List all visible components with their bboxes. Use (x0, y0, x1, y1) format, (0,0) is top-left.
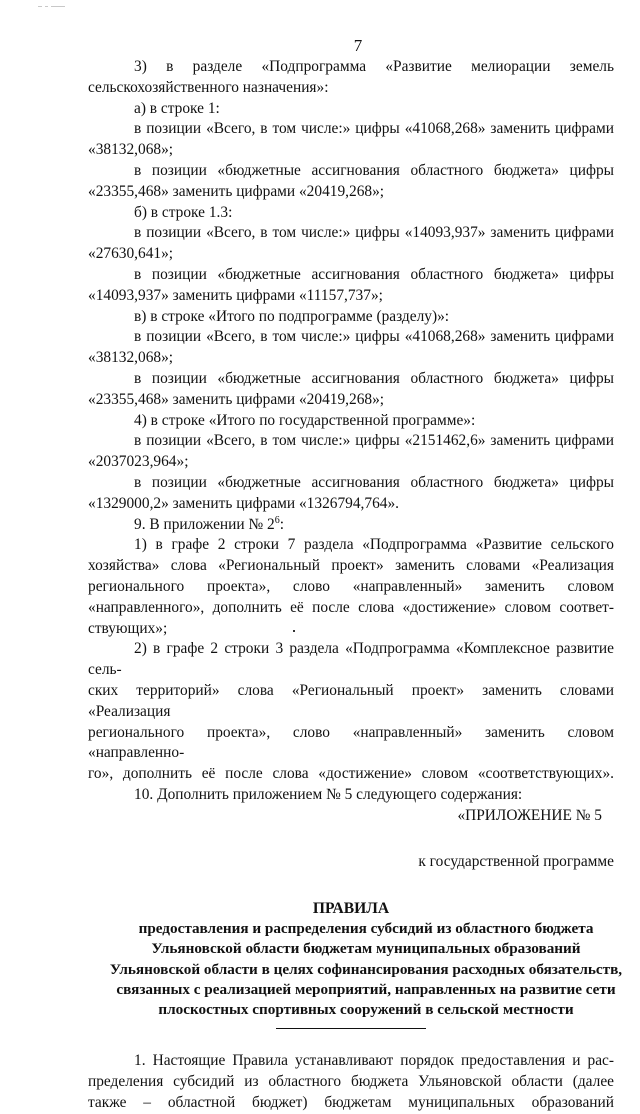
text-line: ствующих»; (88, 619, 168, 637)
text-line: в позиции «бюджетные ассигнования областного бюджета» цифры (134, 473, 614, 491)
document-body (88, 57, 623, 1114)
text-line: «23355,468» заменить цифрами «20419,268»; (88, 182, 385, 200)
text-line: регионального проекта», слово «направленный» заменить словом (88, 577, 614, 595)
text-line: хозяйства» слова «Региональный проект» заменить словами «Реализация (88, 557, 614, 575)
subtitle-line: связанных с реализацией мероприятий, направленных на развитие сети (116, 980, 616, 998)
text-line (88, 515, 614, 536)
text-line: го», дополнить её после слова «достижение» словом «соответствующих». (88, 765, 614, 783)
text-line: «23355,468» заменить цифрами «20419,268»; (88, 390, 385, 408)
text-line: в позиции «Всего, в том числе:» цифры «41068,268» заменить цифрами (134, 120, 614, 138)
document-subtitle (88, 919, 623, 1020)
text-line: также – областной бюджет) бюджетам муниципальных образований (88, 1093, 614, 1111)
text-line: в позиции «бюджетные ассигнования областного бюджета» цифры (134, 265, 614, 283)
subtitle-line: предоставления и распределения субсидий из областного бюджета (138, 920, 594, 938)
text-line: регионального проекта», слово «направленный» заменить словом «направленно- (88, 723, 614, 762)
subtitle-line: плоскостных спортивных сооружений в сельской местности (158, 1001, 574, 1019)
text-line: «2037023,964»; (88, 453, 189, 471)
text-line: 10. Дополнить приложением № 5 следующего содержания: (134, 785, 523, 803)
text-line: «направленного», дополнить её после слова «достижение» словом соответ- (88, 598, 614, 616)
text-line: в) в строке «Итого по подпрограмме (разделу)»: (134, 307, 450, 325)
subtitle-line: Ульяновской области бюджетам муниципальных образований (151, 940, 581, 958)
text-line: «38132,068»; (88, 141, 174, 159)
text-line: а) в строке 1: (134, 99, 220, 117)
text-line: 1. Настоящие Правила устанавливают порядок предоставления и рас- (134, 1052, 614, 1070)
appendix-heading: «ПРИЛОЖЕНИЕ № 5 (457, 806, 602, 824)
text-line: в позиции «бюджетные ассигнования областного бюджета» цифры (134, 369, 614, 387)
text-line: 3) в разделе «Подпрограмма «Развитие мелиорации земель (134, 58, 614, 75)
appendix-subheading: к государственной программе (418, 853, 614, 871)
subtitle-line: Ульяновской области в целях софинансирования расходных обязательств, (109, 960, 623, 978)
text-line: в позиции «Всего, в том числе:» цифры «14093,937» заменить цифрами (134, 224, 614, 242)
text-line: ских территорий» слова «Региональный проект» заменить словами «Реализация (88, 681, 614, 720)
text-line: «1329000,2» заменить цифрами «1326794,764». (88, 494, 400, 512)
text-run: 9. В приложении № 2 (134, 515, 275, 533)
scan-speck (293, 630, 295, 632)
text-run: : (279, 515, 284, 533)
text-line: пределения субсидий из областного бюджета Ульяновской области (далее (88, 1073, 614, 1091)
superscript: 6 (274, 514, 280, 526)
text-line: «27630,641»; (88, 245, 174, 263)
text-line: сельскохозяйственного назначения»: (88, 78, 329, 96)
text-line: «14093,937» заменить цифрами «11157,737»; (88, 286, 383, 304)
text-line: «38132,068»; (88, 349, 174, 367)
text-line: 2) в графе 2 строки 3 раздела «Подпрограмма «Комплексное развитие сель- (88, 640, 614, 679)
text-line: 1) в графе 2 строки 7 раздела «Подпрограмма «Развитие сельского (134, 536, 614, 554)
document-title: ПРАВИЛА (312, 900, 390, 918)
text-line: в позиции «Всего, в том числе:» цифры «2151462,6» заменить цифрами (134, 432, 614, 450)
text-line: в позиции «Всего, в том числе:» цифры «41068,268» заменить цифрами (134, 328, 614, 346)
page-number: 7 (353, 36, 363, 55)
text-line: в позиции «бюджетные ассигнования областного бюджета» цифры (134, 161, 614, 179)
scan-mark (38, 6, 74, 8)
text-line: 4) в строке «Итого по государственной программе»: (134, 411, 476, 429)
text-line: б) в строке 1.3: (134, 203, 233, 221)
